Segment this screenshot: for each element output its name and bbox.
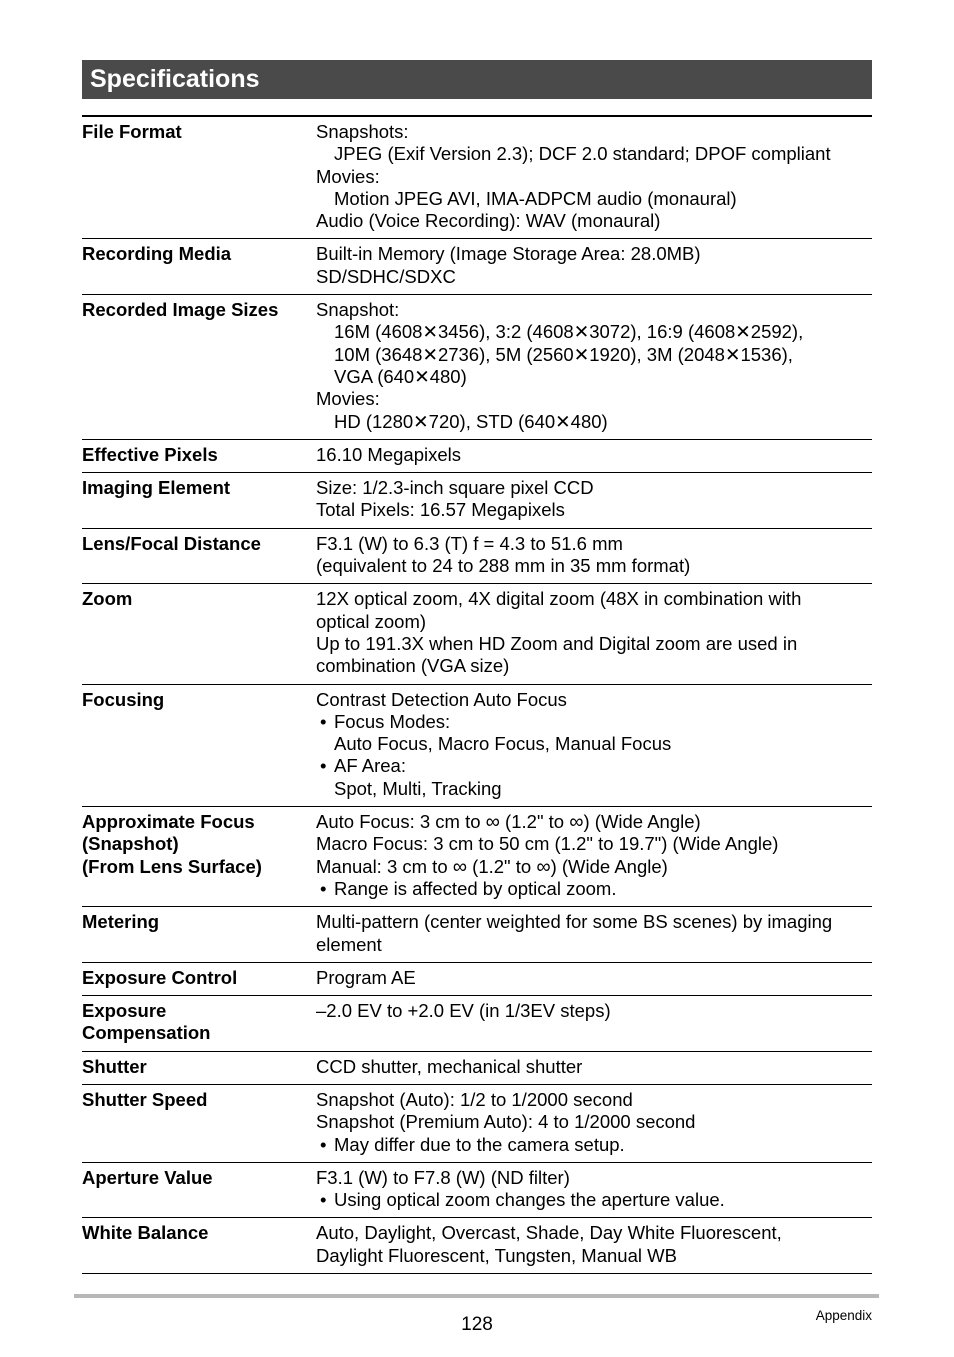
spec-value: [316, 439, 872, 472]
spec-row: [82, 528, 872, 584]
spec-value: [316, 1084, 872, 1162]
spec-value-line: [316, 1089, 872, 1111]
spec-bullet-line: [316, 1189, 872, 1211]
spec-value-text: 10M (3648✕2736), 5M (2560✕1920), 3M (2048✕1536),: [334, 343, 793, 365]
spec-bullet-line: [316, 878, 872, 900]
spec-value-text: VGA (640✕480): [334, 365, 467, 387]
bullet-icon: •: [320, 755, 327, 777]
spec-value-line: [316, 166, 872, 188]
infinity-icon: ∞: [485, 811, 500, 834]
spec-value-line: [316, 477, 872, 499]
spec-value-text: Movies:: [316, 388, 380, 410]
spec-value-text: 16M (4608✕3456), 3:2 (4608✕3072), 16:9 (4608✕2592),: [334, 321, 804, 343]
spec-value-line: [316, 299, 872, 321]
spec-label: [82, 1218, 316, 1274]
spec-value-text: Program AE: [316, 966, 416, 988]
spec-row: [82, 807, 872, 907]
spec-row: [82, 1051, 872, 1084]
spec-row: [82, 1218, 872, 1274]
spec-value-text: Daylight Fluorescent, Tungsten, Manual WB: [316, 1244, 677, 1266]
spec-value-line: [316, 499, 872, 521]
bullet-icon: •: [320, 710, 327, 732]
spec-value-line: [316, 1222, 872, 1244]
spec-value-text: Focus Modes:: [334, 710, 451, 732]
spec-row: [82, 439, 872, 472]
spec-value-text: element: [316, 933, 382, 955]
spec-value-text: Spot, Multi, Tracking: [334, 777, 502, 799]
section-label: Appendix: [815, 1308, 872, 1323]
spec-value: [316, 1218, 872, 1274]
spec-value-text: Auto Focus, Macro Focus, Manual Focus: [334, 733, 672, 755]
spec-value-line: [316, 1245, 872, 1267]
spec-label: [82, 962, 316, 995]
spec-row: [82, 907, 872, 963]
spec-value: [316, 684, 872, 806]
spec-label: [82, 807, 316, 907]
spec-value-text: Auto Focus: 3 cm to ∞ (1.2" to ∞) (Wide Angle): [316, 811, 701, 834]
spec-label-line: (Snapshot): [82, 833, 179, 855]
spec-value-line: [316, 188, 872, 210]
spec-label-line: Exposure Control: [82, 966, 238, 988]
spec-value-line: [316, 266, 872, 288]
spec-label-line: Metering: [82, 911, 160, 933]
spec-label-line: Shutter Speed: [82, 1088, 208, 1110]
spec-row: [82, 1084, 872, 1162]
page-number: 128: [461, 1314, 493, 1335]
spec-label-line: Imaging Element: [82, 477, 231, 499]
spec-value: [316, 528, 872, 584]
spec-value-text: –2.0 EV to +2.0 EV (in 1/3EV steps): [316, 1000, 611, 1022]
spec-value: [316, 962, 872, 995]
spec-value-text: F3.1 (W) to 6.3 (T) f = 4.3 to 51.6 mm: [316, 532, 623, 554]
spec-label-line: Compensation: [82, 1022, 211, 1044]
spec-value-text: Macro Focus: 3 cm to 50 cm (1.2" to 19.7") (Wide Angle): [316, 833, 779, 855]
page-title: Specifications: [90, 65, 260, 93]
spec-label: [82, 1051, 316, 1084]
spec-bullet-line: [316, 755, 872, 777]
spec-bullet-line: [316, 1134, 872, 1156]
spec-value-line: [316, 411, 872, 433]
spec-label-line: Aperture Value: [82, 1166, 213, 1188]
spec-value-text: 12X optical zoom, 4X digital zoom (48X in combination with: [316, 588, 802, 610]
spec-value-text: Manual: 3 cm to ∞ (1.2" to ∞) (Wide Angle): [316, 855, 668, 878]
spec-label: [82, 907, 316, 963]
spec-value-text: CCD shutter, mechanical shutter: [316, 1055, 583, 1077]
spec-value-text: Range is affected by optical zoom.: [334, 877, 617, 899]
spec-label-line: Recording Media: [82, 243, 232, 265]
spec-value-line: [316, 366, 872, 388]
spec-label-line: File Format: [82, 121, 182, 142]
spec-value-line: [316, 555, 872, 577]
spec-value: [316, 907, 872, 963]
spec-value: [316, 1162, 872, 1218]
spec-value-line: [316, 733, 872, 755]
spec-value-text: Motion JPEG AVI, IMA-ADPCM audio (monaural): [334, 187, 737, 209]
spec-label-line: Shutter: [82, 1055, 147, 1077]
spec-value-text: 16.10 Megapixels: [316, 443, 462, 465]
spec-value-line: [316, 210, 872, 232]
spec-value-line: [316, 967, 872, 989]
spec-value-text: HD (1280✕720), STD (640✕480): [334, 410, 608, 432]
spec-value-line: [316, 911, 872, 933]
spec-value-text: (equivalent to 24 to 288 mm in 35 mm format): [316, 555, 691, 577]
spec-label: [82, 473, 316, 529]
spec-label-line: Approximate Focus: [82, 811, 255, 833]
spec-value-text: JPEG (Exif Version 2.3); DCF 2.0 standard; DPOF compliant: [334, 143, 831, 165]
specifications-table: [82, 115, 872, 1274]
spec-value: [316, 116, 872, 239]
spec-label-line: Lens/Focal Distance: [82, 532, 261, 554]
infinity-icon: ∞: [536, 855, 551, 878]
spec-value-line: [316, 143, 872, 165]
spec-value-text: Using optical zoom changes the aperture value.: [334, 1189, 725, 1211]
spec-row: [82, 295, 872, 440]
spec-value-text: Total Pixels: 16.57 Megapixels: [316, 499, 565, 521]
spec-label: [82, 1084, 316, 1162]
spec-label: [82, 996, 316, 1052]
spec-label: [82, 1162, 316, 1218]
spec-value-line: [316, 588, 872, 610]
bullet-icon: •: [320, 1189, 327, 1211]
spec-row: [82, 584, 872, 684]
spec-row: [82, 116, 872, 239]
spec-value-line: [316, 811, 872, 833]
spec-value: [316, 239, 872, 295]
spec-value-text: F3.1 (W) to F7.8 (W) (ND filter): [316, 1166, 570, 1188]
spec-label-line: (From Lens Surface): [82, 855, 262, 877]
spec-value: [316, 295, 872, 440]
spec-value-text: Multi-pattern (center weighted for some BS scenes) by imaging: [316, 911, 833, 933]
footer-divider: [74, 1294, 879, 1298]
bullet-icon: •: [320, 1133, 327, 1155]
spec-value-text: Snapshots:: [316, 121, 409, 142]
spec-value-text: Built-in Memory (Image Storage Area: 28.0MB): [316, 243, 701, 265]
spec-value-text: Size: 1/2.3-inch square pixel CCD: [316, 477, 594, 499]
spec-value-text: Audio (Voice Recording): WAV (monaural): [316, 210, 661, 232]
spec-label-line: Effective Pixels: [82, 443, 218, 465]
spec-value-line: [316, 934, 872, 956]
spec-value-line: [316, 533, 872, 555]
spec-row: [82, 473, 872, 529]
spec-value: [316, 584, 872, 684]
spec-value-text: Snapshot (Premium Auto): 4 to 1/2000 second: [316, 1111, 696, 1133]
spec-label-line: Zoom: [82, 588, 133, 610]
spec-value-line: [316, 388, 872, 410]
spec-value-line: [316, 611, 872, 633]
spec-value: [316, 1051, 872, 1084]
spec-value-text: AF Area:: [334, 755, 406, 777]
spec-row: [82, 962, 872, 995]
spec-value-text: SD/SDHC/SDXC: [316, 265, 456, 287]
spec-label: [82, 684, 316, 806]
spec-value-line: [316, 444, 872, 466]
spec-label-line: White Balance: [82, 1222, 209, 1244]
spec-value-text: Contrast Detection Auto Focus: [316, 688, 567, 710]
spec-value-line: [316, 689, 872, 711]
spec-value-text: Snapshot:: [316, 299, 400, 321]
spec-value: [316, 996, 872, 1052]
spec-value: [316, 473, 872, 529]
spec-row: [82, 996, 872, 1052]
infinity-icon: ∞: [569, 811, 584, 834]
spec-value-text: optical zoom): [316, 610, 427, 632]
spec-value-line: [316, 1000, 872, 1022]
spec-value-text: Snapshot (Auto): 1/2 to 1/2000 second: [316, 1088, 633, 1110]
spec-value-line: [316, 1056, 872, 1078]
spec-value-line: [316, 655, 872, 677]
spec-label: [82, 116, 316, 239]
spec-value-line: [316, 321, 872, 343]
spec-value-text: combination (VGA size): [316, 655, 510, 677]
spec-value-line: [316, 778, 872, 800]
spec-row: [82, 684, 872, 806]
spec-label-line: Recorded Image Sizes: [82, 299, 279, 321]
spec-value-text: Up to 191.3X when HD Zoom and Digital zoom are used in: [316, 632, 798, 654]
spec-label: [82, 439, 316, 472]
spec-value-line: [316, 1167, 872, 1189]
spec-value-text: Movies:: [316, 165, 380, 187]
spec-label: [82, 528, 316, 584]
spec-label-line: Focusing: [82, 688, 165, 710]
spec-value-line: [316, 633, 872, 655]
spec-value-line: [316, 1111, 872, 1133]
spec-row: [82, 1162, 872, 1218]
spec-value-text: Auto, Daylight, Overcast, Shade, Day White Fluorescent,: [316, 1222, 782, 1244]
section-title-bar: [82, 60, 872, 99]
spec-label: [82, 295, 316, 440]
spec-value-line: [316, 243, 872, 265]
spec-bullet-line: [316, 711, 872, 733]
spec-label-line: Exposure: [82, 1000, 167, 1022]
spec-value-line: [316, 121, 872, 143]
specifications-table-body: [82, 116, 872, 1274]
spec-value-line: [316, 833, 872, 855]
bullet-icon: •: [320, 877, 327, 899]
spec-value-line: [316, 344, 872, 366]
spec-value-text: May differ due to the camera setup.: [334, 1133, 625, 1155]
spec-value: [316, 807, 872, 907]
infinity-icon: ∞: [452, 855, 468, 878]
spec-label: [82, 239, 316, 295]
spec-value-line: [316, 856, 872, 878]
spec-label: [82, 584, 316, 684]
spec-row: [82, 239, 872, 295]
